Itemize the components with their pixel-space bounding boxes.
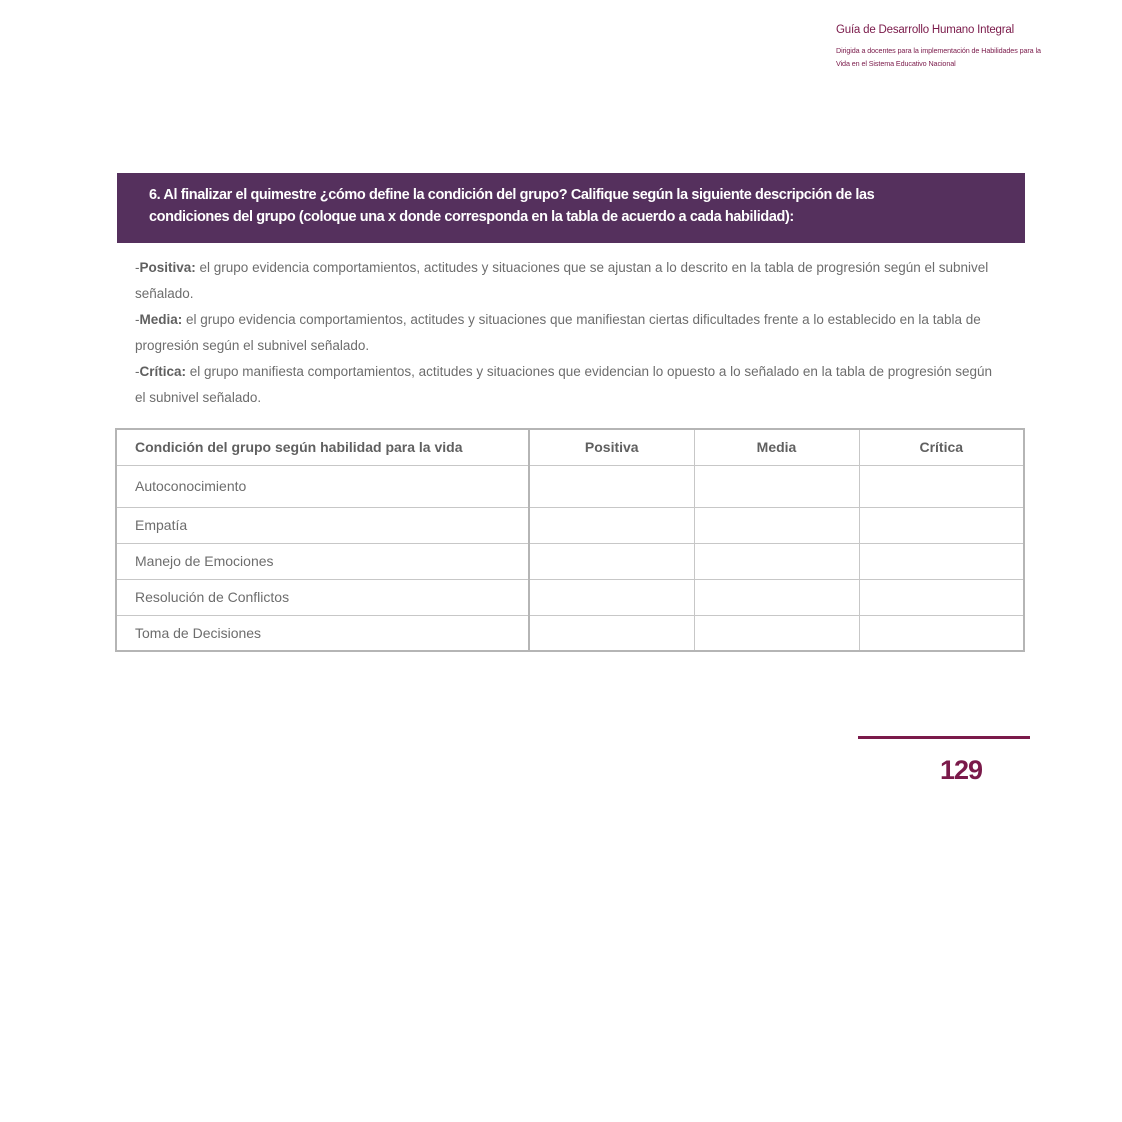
skill-name: Autoconocimiento: [116, 465, 529, 507]
cell-media[interactable]: [694, 543, 859, 579]
description-positiva: [135, 255, 1005, 307]
conditions-table: [115, 428, 1025, 652]
description-prefix: -: [135, 312, 140, 327]
table-row: [116, 543, 1024, 579]
question-line-2: condiciones del grupo (coloque una x donde corresponda en la tabla de acuerdo a cada habilidad):: [149, 209, 794, 225]
cell-media[interactable]: [694, 579, 859, 615]
cell-critica[interactable]: [859, 543, 1024, 579]
header-media: Media: [694, 429, 859, 465]
header-skill: Condición del grupo según habilidad para la vida: [116, 429, 529, 465]
cell-critica[interactable]: [859, 465, 1024, 507]
guide-subtitle: [836, 44, 1086, 70]
skill-name: Toma de Decisiones: [116, 615, 529, 651]
question-line-1: 6. Al finalizar el quimestre ¿cómo define la condición del grupo? Califique según la siguiente descripción de las: [149, 187, 875, 203]
table-header-row: [116, 429, 1024, 465]
table-row: [116, 465, 1024, 507]
cell-positiva[interactable]: [529, 579, 694, 615]
description-text: el grupo manifiesta comportamientos, actitudes y situaciones que evidencian lo opuesto a lo señalado en la tabla de progresión según el subnivel señalado.: [135, 364, 993, 405]
guide-subtitle-line-2: Vida en el Sistema Educativo Nacional: [836, 59, 956, 68]
cell-media[interactable]: [694, 465, 859, 507]
cell-critica[interactable]: [859, 579, 1024, 615]
guide-title: Guía de Desarrollo Humano Integral: [836, 24, 1014, 36]
description-prefix: -: [135, 260, 140, 275]
table-row: [116, 615, 1024, 651]
cell-positiva[interactable]: [529, 615, 694, 651]
description-critica: [135, 359, 1005, 411]
cell-media[interactable]: [694, 615, 859, 651]
page-number: 129: [940, 755, 983, 785]
cell-critica[interactable]: [859, 507, 1024, 543]
skill-name: Manejo de Emociones: [116, 543, 529, 579]
header-positiva: Positiva: [529, 429, 694, 465]
description-text: el grupo evidencia comportamientos, actitudes y situaciones que manifiestan ciertas dificultades frente a lo establecido en la tabla de progresión según el subnivel señalado.: [135, 312, 981, 353]
table-row: [116, 579, 1024, 615]
guide-subtitle-line-1: Dirigida a docentes para la implementación de Habilidades para la: [836, 46, 1041, 55]
description-media: [135, 307, 1005, 359]
skill-name: Resolución de Conflictos: [116, 579, 529, 615]
question-banner: [117, 173, 1025, 243]
description-term: Crítica:: [139, 364, 187, 379]
description-term: Media:: [139, 312, 183, 327]
cell-positiva[interactable]: [529, 543, 694, 579]
cell-critica[interactable]: [859, 615, 1024, 651]
description-term: Positiva:: [139, 260, 196, 275]
condition-descriptions: [135, 255, 1005, 411]
page-number-rule: [858, 736, 1030, 739]
description-prefix: -: [135, 364, 140, 379]
running-header: [836, 22, 1086, 70]
cell-positiva[interactable]: [529, 507, 694, 543]
cell-positiva[interactable]: [529, 465, 694, 507]
cell-media[interactable]: [694, 507, 859, 543]
description-text: el grupo evidencia comportamientos, actitudes y situaciones que se ajustan a lo descrito en la tabla de progresión según el subnivel señalado.: [135, 260, 989, 301]
header-critica: Crítica: [859, 429, 1024, 465]
skill-name: Empatía: [116, 507, 529, 543]
table-row: [116, 507, 1024, 543]
